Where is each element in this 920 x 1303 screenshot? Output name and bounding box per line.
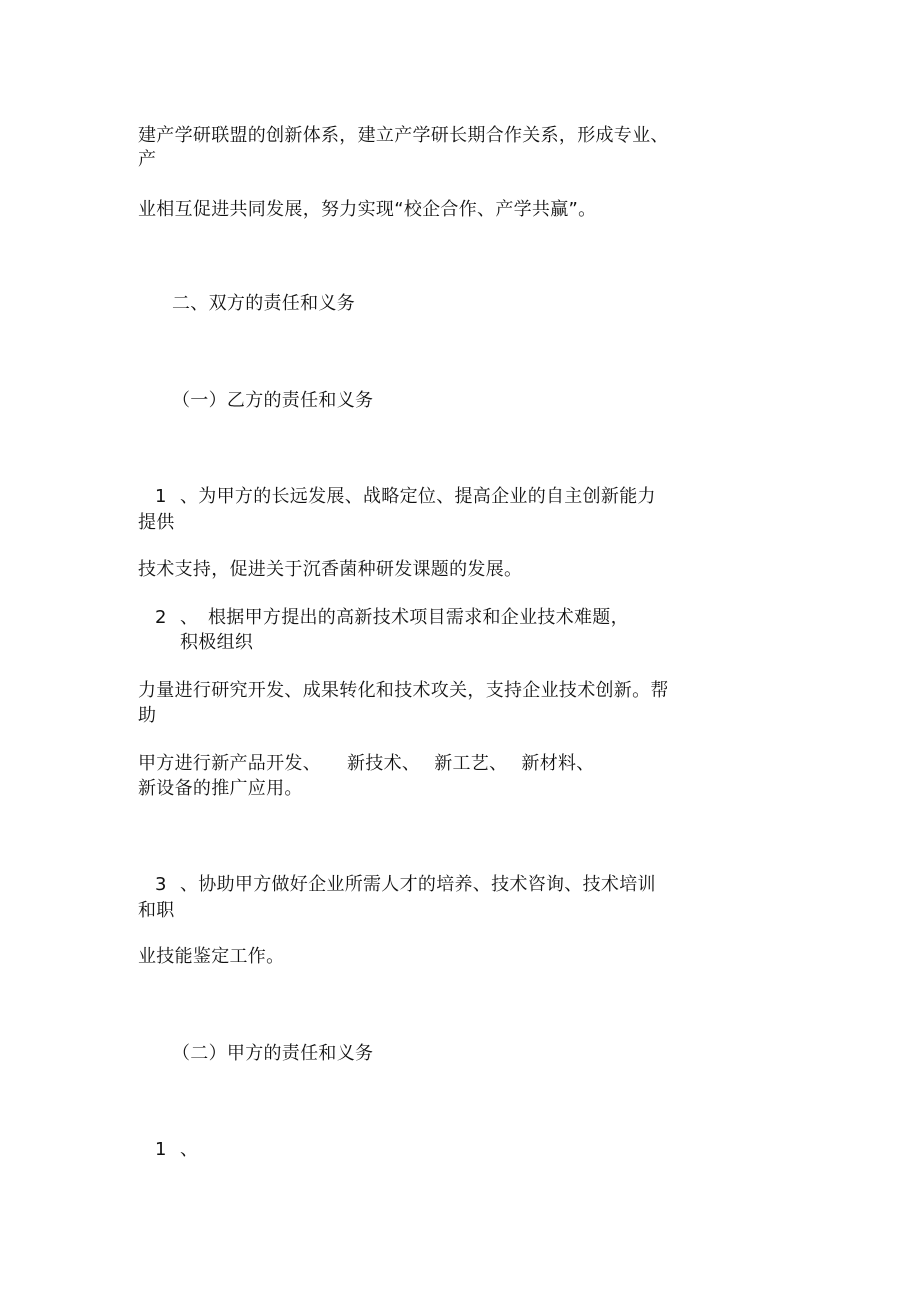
item-2-line-3-part-1: 甲方进行新产品开发、 [138, 753, 321, 774]
item-3-line-1: 、协助甲方做好企业所需人才的培养、技术咨询、技术培训 [180, 874, 656, 895]
item-2-line-3-part-3: 新工艺、 [434, 753, 508, 774]
item-2-line-3-part-2: 新技术、 [347, 753, 421, 774]
item-2-line-1-wrap: 积极组织 [180, 632, 254, 653]
item-b1-number: 1 [155, 1139, 167, 1160]
subsection-heading-1: （一）乙方的责任和义务 [172, 390, 374, 411]
item-b1-separator: 、 [180, 1139, 199, 1160]
intro-line-1: 建产学研联盟的创新体系，建立产学研长期合作关系，形成专业、 [138, 125, 669, 146]
item-2-line-2: 力量进行研究开发、成果转化和技术攻关，支持企业技术创新。帮 [138, 680, 669, 701]
item-1-line-1: 、为甲方的长远发展、战略定位、提高企业的自主创新能力 [180, 486, 656, 507]
item-2-separator: 、 [180, 607, 199, 628]
item-3-line-1-wrap: 和职 [138, 900, 175, 921]
item-2-line-3 [138, 753, 595, 775]
item-2-line-3-wrap: 新设备的推广应用。 [138, 778, 303, 799]
intro-line-1-wrap: 产 [138, 149, 157, 170]
item-1-number: 1 [155, 486, 167, 507]
item-1-line-2: 技术支持，促进关于沉香菌种研发课题的发展。 [138, 559, 523, 580]
item-3-line-2: 业技能鉴定工作。 [138, 946, 285, 967]
item-2-line-2-wrap: 助 [138, 705, 157, 726]
item-1-line-1-wrap: 提供 [138, 512, 175, 533]
section-heading: 二、双方的责任和义务 [172, 293, 355, 314]
subsection-heading-2: （二）甲方的责任和义务 [172, 1043, 374, 1064]
item-3-number: 3 [155, 874, 167, 895]
intro-line-2: 业相互促进共同发展，努力实现“校企合作、产学共赢”。 [138, 199, 597, 220]
item-2-line-3-part-4: 新材料、 [521, 753, 595, 774]
item-2-line-1: 根据甲方提出的高新技术项目需求和企业技术难题， [208, 607, 629, 628]
item-2-number: 2 [155, 607, 167, 628]
